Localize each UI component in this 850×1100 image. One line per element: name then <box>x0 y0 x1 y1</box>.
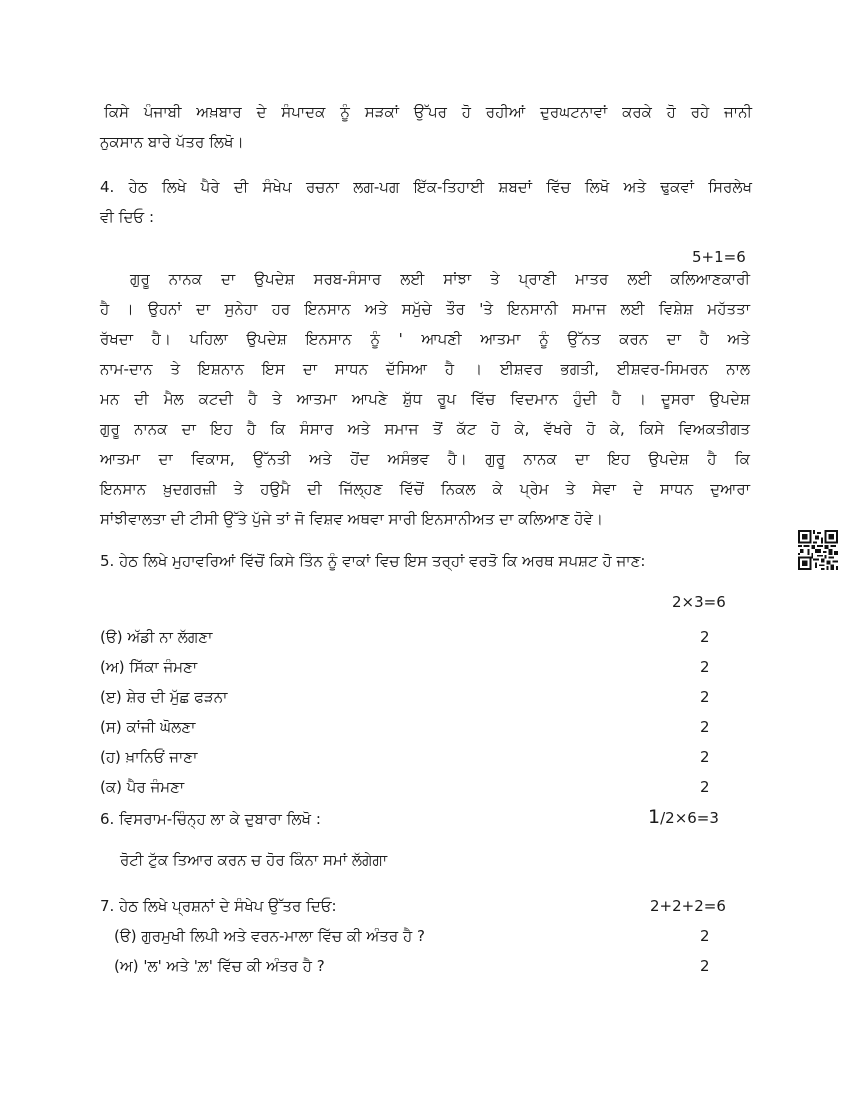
q3-line-2: ਨੁਕਸਾਨ ਬਾਰੇ ਪੱਤਰ ਲਿਖੋ। <box>100 133 244 151</box>
q4-para-line-8: ਇਨਸਾਨ ਖ਼ੁਦਗਰਜ਼ੀ ਤੇ ਹਉਮੈ ਦੀ ਜਿੱਲ੍ਹਣ ਵਿੱਚੋਂ ਨਿਕਲ ਕੇ ਪ੍ਰੇਮ ਤੇ ਸੇਵਾ ਦੇ ਸਾਧਨ ਦੁਆਰਾ <box>100 480 750 498</box>
q7-item-b-marks: 2 <box>700 957 710 975</box>
q4-para-line-3: ਰੱਖਦਾ ਹੈ। ਪਹਿਲਾ ਉਪਦੇਸ਼ ਇਨਸਾਨ ਨੂੰ ' ਆਪਣੀ ਆਤਮਾ ਨੂੰ ਉੱਨਤ ਕਰਨ ਦਾ ਹੈ ਅਤੇ <box>100 330 750 348</box>
q5-item-c-marks: 2 <box>700 688 710 706</box>
q4-para-line-2: ਹੈ । ਉਹਨਾਂ ਦਾ ਸੁਨੇਹਾ ਹਰ ਇਨਸਾਨ ਅਤੇ ਸਮੁੱਚੇ ਤੌਰ 'ਤੇ ਇਨਸਾਨੀ ਸਮਾਜ ਲਈ ਵਿਸ਼ੇਸ਼ ਮਹੱਤਤਾ <box>100 300 750 318</box>
q5-item-b: (ਅ) ਸਿੱਕਾ ਜੰਮਣਾ <box>100 658 198 676</box>
q4-para-line-4: ਨਾਮ-ਦਾਨ ਤੇ ਇਸ਼ਨਾਨ ਇਸ ਦਾ ਸਾਧਨ ਦੱਸਿਆ ਹੈ । ਈਸ਼ਵਰ ਭਗਤੀ, ਈਸ਼ਵਰ-ਸਿਮਰਨ ਨਾਲ <box>100 360 750 378</box>
q6-marks <box>648 806 719 828</box>
q5-item-d: (ਸ) ਕਾਂਜੀ ਘੋਲਣਾ <box>100 718 196 736</box>
q5-marks: 2×3=6 <box>672 593 726 611</box>
q5-item-e: (ਹ) ਖ਼ਾਨਿਓਂ ਜਾਣਾ <box>100 748 198 766</box>
q5-item-f: (ਕ) ਪੈਰ ਜੰਮਣਾ <box>100 778 185 796</box>
q5-item-a: (ੳ) ਅੱਡੀ ਨਾ ਲੱਗਣਾ <box>100 628 213 646</box>
q4-para-line-7: ਆਤਮਾ ਦਾ ਵਿਕਾਸ, ਉੱਨਤੀ ਅਤੇ ਹੋਂਦ ਅਸੰਭਵ ਹੈ। ਗੁਰੂ ਨਾਨਕ ਦਾ ਇਹ ਉਪਦੇਸ਼ ਹੈ ਕਿ <box>100 450 750 468</box>
q6-sentence: ਰੋਟੀ ਟੁੱਕ ਤਿਆਰ ਕਰਨ ਚ ਹੋਰ ਕਿੰਨਾ ਸਮਾਂ ਲੱਗੇਗਾ <box>120 851 388 869</box>
q3-line-1: ਕਿਸੇ ਪੰਜਾਬੀ ਅਖ਼ਬਾਰ ਦੇ ਸੰਪਾਦਕ ਨੂੰ ਸੜਕਾਂ ਉੱਪਰ ਹੋ ਰਹੀਆਂ ਦੁਰਘਟਨਾਵਾਂ ਕਰਕੇ ਹੋ ਰਹੇ ਜਾਨੀ <box>104 103 752 121</box>
q5-item-b-marks: 2 <box>700 658 710 676</box>
qr-code-icon <box>798 530 838 570</box>
q7-item-a: (ੳ) ਗੁਰਮੁਖੀ ਲਿਪੀ ਅਤੇ ਵਰਨ-ਮਾਲਾ ਵਿੱਚ ਕੀ ਅੰਤਰ ਹੈ ? <box>114 927 425 945</box>
q7-marks: 2+2+2=6 <box>650 897 726 915</box>
q4-para-line-9: ਸਾਂਝੀਵਾਲਤਾ ਦੀ ਟੀਸੀ ਉੱਤੇ ਪੁੱਜੇ ਤਾਂ ਜੋ ਵਿਸ਼ਵ ਅਥਵਾ ਸਾਰੀ ਇਨਸਾਨੀਅਤ ਦਾ ਕਲਿਆਣ ਹੋਵੇ। <box>100 510 603 528</box>
q7-heading: 7. ਹੇਠ ਲਿਖੇ ਪ੍ਰਸ਼ਨਾਂ ਦੇ ਸੰਖੇਪ ਉੱਤਰ ਦਿਓ: <box>100 897 337 915</box>
q4-heading-line-1: 4. ਹੇਠ ਲਿਖੇ ਪੈਰੇ ਦੀ ਸੰਖੇਪ ਰਚਨਾ ਲਗ-ਪਗ ਇੱਕ-ਤਿਹਾਈ ਸ਼ਬਦਾਂ ਵਿੱਚ ਲਿਖੋ ਅਤੇ ਢੁਕਵਾਂ ਸਿਰਲੇਖ <box>100 178 752 196</box>
q5-item-e-marks: 2 <box>700 748 710 766</box>
q5-item-d-marks: 2 <box>700 718 710 736</box>
q6-marks-rest: /2×6=3 <box>660 809 719 827</box>
q6-marks-numerator: 1 <box>648 806 661 828</box>
q7-item-a-marks: 2 <box>700 927 710 945</box>
q6-heading: 6. ਵਿਸਰਾਮ-ਚਿੰਨ੍ਹ ਲਾ ਕੇ ਦੁਬਾਰਾ ਲਿਖੋ : <box>100 810 321 828</box>
q5-heading: 5. ਹੇਠ ਲਿਖੇ ਮੁਹਾਵਰਿਆਂ ਵਿੱਚੋਂ ਕਿਸੇ ਤਿੰਨ ਨੂੰ ਵਾਕਾਂ ਵਿਚ ਇਸ ਤਰ੍ਹਾਂ ਵਰਤੋ ਕਿ ਅਰਥ ਸਪਸ਼ਟ ਹੋ ਜਾਣ: <box>100 552 646 570</box>
q4-para-line-5: ਮਨ ਦੀ ਮੈਲ ਕਟਦੀ ਹੈ ਤੇ ਆਤਮਾ ਆਪਣੇ ਸ਼ੁੱਧ ਰੂਪ ਵਿੱਚ ਵਿਦਮਾਨ ਹੁੰਦੀ ਹੈ । ਦੂਸਰਾ ਉਪਦੇਸ਼ <box>100 390 750 408</box>
q4-para-line-6: ਗੁਰੂ ਨਾਨਕ ਦਾ ਇਹ ਹੈ ਕਿ ਸੰਸਾਰ ਅਤੇ ਸਮਾਜ ਤੋਂ ਕੱਟ ਹੋ ਕੇ, ਵੱਖਰੇ ਹੋ ਕੇ, ਕਿਸੇ ਵਿਅਕਤੀਗਤ <box>100 420 750 438</box>
q4-para-line-1: ਗੁਰੂ ਨਾਨਕ ਦਾ ਉਪਦੇਸ਼ ਸਰਬ-ਸੰਸਾਰ ਲਈ ਸਾਂਝਾ ਤੇ ਪ੍ਰਾਣੀ ਮਾਤਰ ਲਈ ਕਲਿਆਣਕਾਰੀ <box>130 270 750 288</box>
q5-item-c: (ੲ) ਸ਼ੇਰ ਦੀ ਮੁੱਛ ਫੜਨਾ <box>100 688 228 706</box>
q5-item-f-marks: 2 <box>700 778 710 796</box>
q4-heading-line-2: ਵੀ ਦਿਓ : <box>100 208 154 226</box>
q5-item-a-marks: 2 <box>700 628 710 646</box>
q4-marks: 5+1=6 <box>692 248 746 266</box>
q7-item-b: (ਅ) 'ਲ' ਅਤੇ 'ਲ਼' ਵਿੱਚ ਕੀ ਅੰਤਰ ਹੈ ? <box>114 957 325 975</box>
